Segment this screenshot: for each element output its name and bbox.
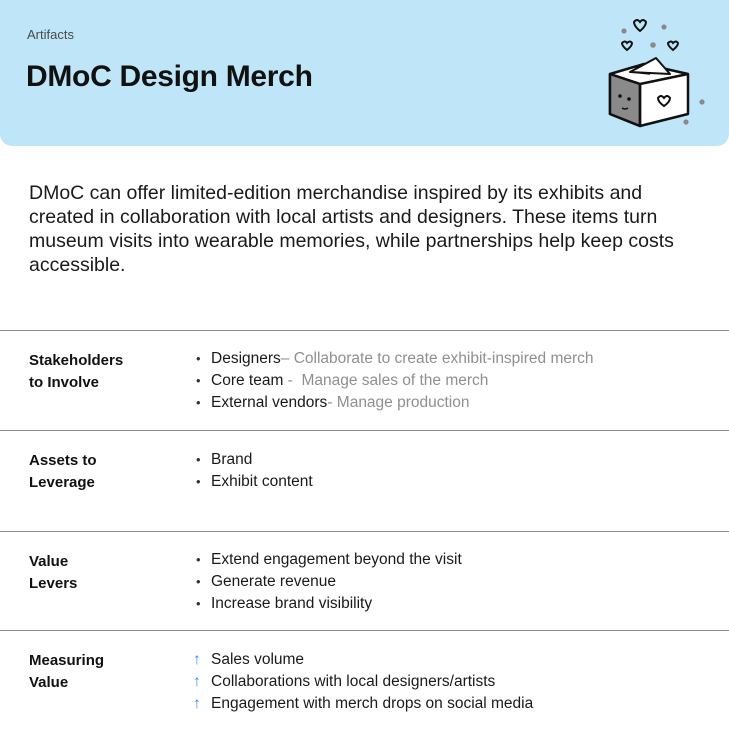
bullet-icon: •: [196, 574, 201, 589]
list-item: [193, 370, 594, 392]
value-levers-list: [193, 549, 462, 615]
list-item: [193, 549, 462, 571]
bullet-icon: •: [196, 373, 201, 388]
box-with-hearts-icon: [600, 14, 712, 132]
list-item: [193, 693, 533, 715]
arrow-up-icon: ↑: [193, 651, 201, 668]
bullet-icon: •: [196, 596, 201, 611]
list-item: [193, 471, 313, 493]
section-label: [29, 650, 159, 694]
section-value-levers: [0, 531, 729, 631]
list-item: [193, 649, 533, 671]
section-label-line: Assets to: [29, 452, 97, 469]
section-label-line: to Involve: [29, 374, 100, 391]
bullet-icon: •: [196, 395, 201, 410]
item-detail: - Manage production: [327, 394, 470, 411]
list-item: [193, 593, 462, 615]
section-label-line: Leverage: [29, 474, 95, 491]
list-item: [193, 392, 594, 414]
item-text: Designers: [211, 350, 281, 367]
list-item: [193, 571, 462, 593]
assets-list: [193, 449, 313, 493]
item-text: Collaborations with local designers/artists: [211, 673, 496, 690]
item-detail: - Manage sales of the merch: [283, 372, 489, 389]
section-assets: [0, 430, 729, 532]
bullet-icon: •: [196, 552, 201, 567]
section-label: [29, 350, 159, 394]
eyebrow-label: Artifacts: [27, 27, 74, 42]
bullet-icon: •: [196, 452, 201, 467]
item-text: Generate revenue: [211, 573, 336, 590]
arrow-up-icon: ↑: [193, 673, 201, 690]
item-text: Exhibit content: [211, 473, 313, 490]
section-measuring-value: [0, 630, 729, 740]
measuring-value-list: [193, 649, 533, 715]
stakeholder-list: [193, 348, 594, 414]
item-text: Extend engagement beyond the visit: [211, 551, 462, 568]
item-text: Sales volume: [211, 651, 305, 668]
section-label: [29, 551, 159, 595]
item-text: External vendors: [211, 394, 328, 411]
bullet-icon: •: [196, 474, 201, 489]
section-label-line: Stakeholders: [29, 352, 124, 369]
section-stakeholders: [0, 330, 729, 431]
section-label: [29, 450, 159, 494]
item-text: Engagement with merch drops on social media: [211, 695, 534, 712]
intro-paragraph: DMoC can offer limited-edition merchandise inspired by its exhibits and created in collaboration with local artists and designers. These items turn museum visits into wearable memories, while partnerships help keep costs accessible.: [29, 182, 674, 276]
item-text: Increase brand visibility: [211, 595, 373, 612]
item-detail: – Collaborate to create exhibit-inspired merch: [280, 350, 594, 367]
section-label-line: Value: [29, 553, 69, 570]
arrow-up-icon: ↑: [193, 695, 201, 712]
header-banner: [0, 0, 729, 146]
list-item: [193, 348, 594, 370]
list-item: [193, 671, 533, 693]
item-text: Brand: [211, 451, 253, 468]
section-label-line: Measuring: [29, 652, 105, 669]
bullet-icon: •: [196, 351, 201, 366]
section-label-line: Levers: [29, 575, 78, 592]
item-text: Core team: [211, 372, 284, 389]
page-title: DMoC Design Merch: [26, 60, 313, 93]
section-label-line: Value: [29, 674, 69, 691]
list-item: [193, 449, 313, 471]
